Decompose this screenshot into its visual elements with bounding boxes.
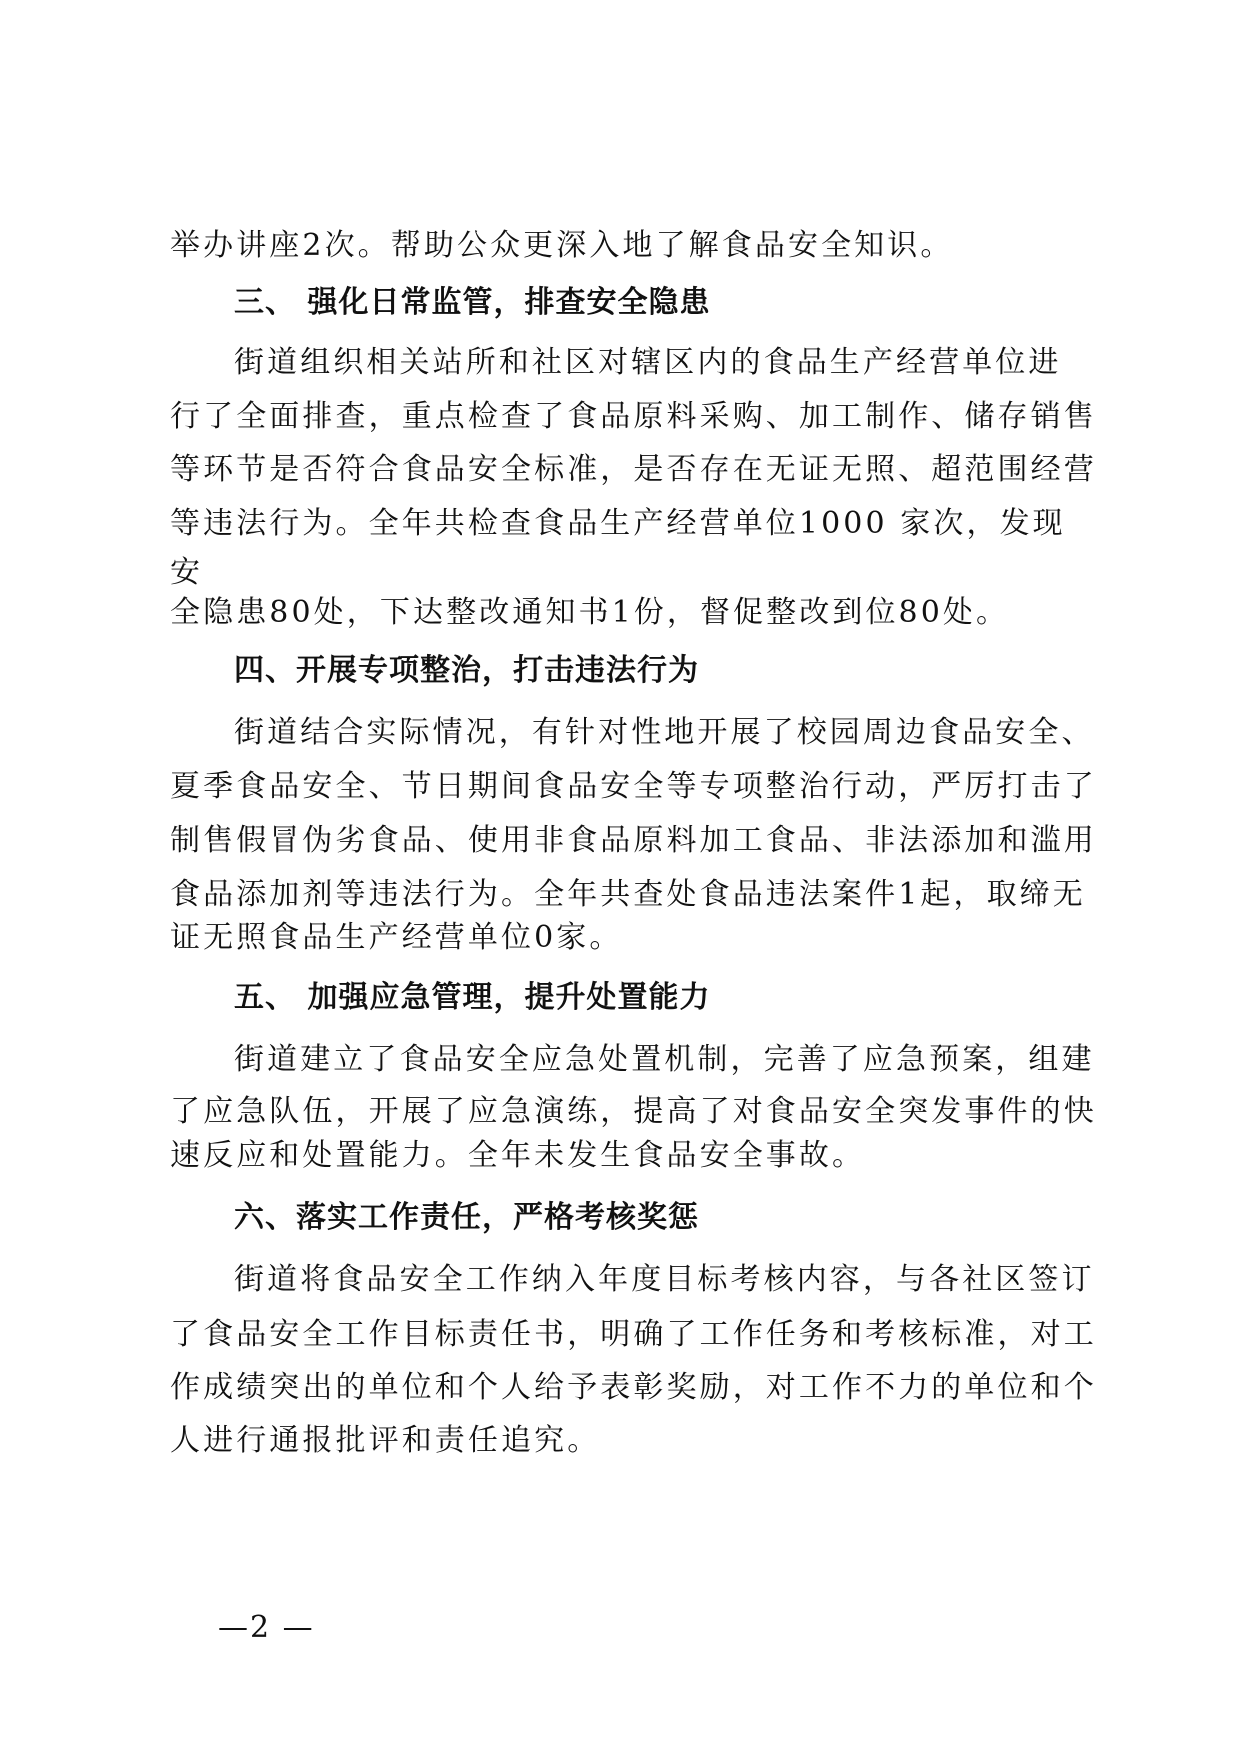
- paragraph-line: 街道组织相关站所和社区对辖区内的食品生产经营单位进: [234, 345, 1062, 380]
- section-heading-5: 五、 加强应急管理，提升处置能力: [234, 980, 711, 1015]
- paragraph-line: 了应急队伍，开展了应急演练，提高了对食品安全突发事件的快: [170, 1094, 1097, 1129]
- section-heading-6: 六、落实工作责任，严格考核奖惩: [234, 1200, 699, 1235]
- paragraph-line: 等违法行为。全年共检查食品生产经营单位1000 家次，发现: [170, 506, 1066, 541]
- paragraph-line: 街道建立了食品安全应急处置机制，完善了应急预案，组建: [234, 1042, 1095, 1077]
- paragraph-line: 行了全面排查，重点检查了食品原料采购、加工制作、储存销售: [170, 399, 1097, 434]
- paragraph-line: 安: [170, 555, 204, 590]
- section-heading-3: 三、 强化日常监管，排查安全隐患: [234, 285, 711, 320]
- paragraph-line: 街道将食品安全工作纳入年度目标考核内容，与各社区签订: [234, 1262, 1095, 1297]
- paragraph-line: 作成绩突出的单位和个人给予表彰奖励，对工作不力的单位和个: [170, 1370, 1097, 1405]
- paragraph-line: 人进行通报批评和责任追究。: [170, 1423, 601, 1458]
- paragraph-line: 夏季食品安全、节日期间食品安全等专项整治行动，严厉打击了: [170, 769, 1097, 804]
- paragraph-line: 了食品安全工作目标责任书，明确了工作任务和考核标准，对工: [170, 1317, 1097, 1352]
- paragraph-line: 举办讲座2次。帮助公众更深入地了解食品安全知识。: [170, 228, 954, 263]
- paragraph-line: 食品添加剂等违法行为。全年共查处食品违法案件1起，取缔无: [170, 877, 1086, 912]
- paragraph-line: 速反应和处置能力。全年未发生食品安全事故。: [170, 1138, 866, 1173]
- section-heading-4: 四、开展专项整治，打击违法行为: [234, 653, 699, 688]
- paragraph-line: 全隐患80处，下达整改通知书1份，督促整改到位80处。: [170, 595, 1010, 630]
- page-number: —2 —: [218, 1610, 315, 1645]
- paragraph-line: 等环节是否符合食品安全标准，是否存在无证无照、超范围经营: [170, 452, 1097, 487]
- paragraph-line: 街道结合实际情况，有针对性地开展了校园周边食品安全、: [234, 715, 1095, 750]
- paragraph-line: 制售假冒伪劣食品、使用非食品原料加工食品、非法添加和滥用: [170, 823, 1097, 858]
- paragraph-line: 证无照食品生产经营单位0家。: [170, 920, 623, 955]
